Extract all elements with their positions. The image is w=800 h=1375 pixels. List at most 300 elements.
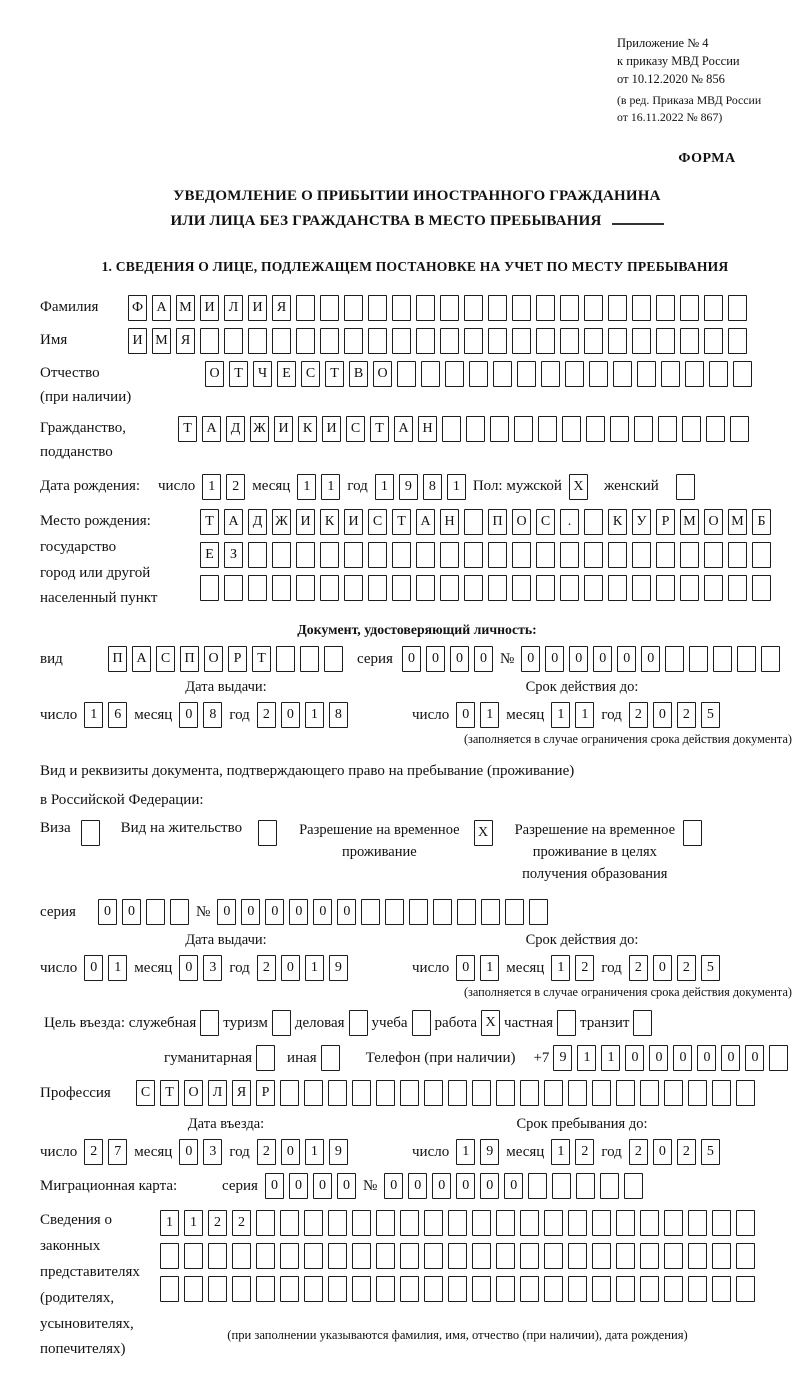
char-cell[interactable] <box>512 328 531 354</box>
char-cell[interactable]: 1 <box>202 474 221 500</box>
char-cell[interactable] <box>683 820 702 846</box>
char-cell[interactable]: 0 <box>179 1139 198 1165</box>
char-cell[interactable]: К <box>298 416 317 442</box>
char-cell[interactable] <box>412 1010 431 1036</box>
char-cell[interactable]: 0 <box>313 899 332 925</box>
char-cell[interactable] <box>544 1080 563 1106</box>
char-cell[interactable]: 8 <box>329 702 348 728</box>
char-cell[interactable] <box>688 1276 707 1302</box>
char-cell[interactable]: 8 <box>423 474 442 500</box>
char-cell[interactable] <box>424 1210 443 1236</box>
char-cell[interactable]: П <box>180 646 199 672</box>
char-cell[interactable] <box>304 1210 323 1236</box>
char-cell[interactable] <box>634 416 653 442</box>
char-cell[interactable]: 2 <box>677 702 696 728</box>
char-cell[interactable] <box>688 1243 707 1269</box>
char-cell[interactable]: О <box>704 509 723 535</box>
char-cell[interactable]: 7 <box>108 1139 127 1165</box>
char-cell[interactable] <box>520 1210 539 1236</box>
char-cell[interactable]: 0 <box>281 702 300 728</box>
char-cell[interactable] <box>536 575 555 601</box>
char-cell[interactable] <box>568 1276 587 1302</box>
char-cell[interactable] <box>610 416 629 442</box>
char-cell[interactable] <box>160 1276 179 1302</box>
char-cell[interactable]: 2 <box>257 955 276 981</box>
char-cell[interactable]: 0 <box>569 646 588 672</box>
char-cell[interactable]: 0 <box>593 646 612 672</box>
char-cell[interactable] <box>232 1276 251 1302</box>
char-cell[interactable] <box>712 1210 731 1236</box>
char-cell[interactable]: 1 <box>184 1210 203 1236</box>
char-cell[interactable] <box>736 1080 755 1106</box>
residence-permit-checkbox[interactable] <box>258 820 277 846</box>
char-cell[interactable]: И <box>274 416 293 442</box>
char-cell[interactable] <box>488 575 507 601</box>
char-cell[interactable]: 5 <box>701 1139 720 1165</box>
char-cell[interactable] <box>680 295 699 321</box>
char-cell[interactable] <box>352 1080 371 1106</box>
char-cell[interactable] <box>514 416 533 442</box>
char-cell[interactable] <box>560 328 579 354</box>
representatives-row3-input[interactable] <box>160 1276 755 1302</box>
char-cell[interactable]: 0 <box>474 646 493 672</box>
char-cell[interactable] <box>280 1080 299 1106</box>
char-cell[interactable] <box>706 416 725 442</box>
residence-valid-day-input[interactable] <box>456 955 499 981</box>
char-cell[interactable] <box>552 1173 571 1199</box>
char-cell[interactable] <box>584 328 603 354</box>
purpose-private-checkbox[interactable] <box>557 1010 576 1036</box>
char-cell[interactable] <box>328 1243 347 1269</box>
char-cell[interactable] <box>608 575 627 601</box>
char-cell[interactable] <box>296 575 315 601</box>
char-cell[interactable] <box>712 1243 731 1269</box>
char-cell[interactable] <box>170 899 189 925</box>
char-cell[interactable]: М <box>728 509 747 535</box>
char-cell[interactable] <box>472 1210 491 1236</box>
purpose-study-checkbox[interactable] <box>412 1010 431 1036</box>
doc-series-input[interactable] <box>402 646 493 672</box>
char-cell[interactable] <box>656 328 675 354</box>
char-cell[interactable] <box>685 361 704 387</box>
char-cell[interactable] <box>440 542 459 568</box>
char-cell[interactable]: 1 <box>305 1139 324 1165</box>
char-cell[interactable]: X <box>474 820 493 846</box>
char-cell[interactable] <box>512 575 531 601</box>
char-cell[interactable]: 9 <box>329 1139 348 1165</box>
char-cell[interactable] <box>200 575 219 601</box>
char-cell[interactable] <box>640 1276 659 1302</box>
char-cell[interactable]: П <box>488 509 507 535</box>
char-cell[interactable]: 0 <box>98 899 117 925</box>
char-cell[interactable]: 0 <box>84 955 103 981</box>
char-cell[interactable]: М <box>152 328 171 354</box>
char-cell[interactable] <box>304 1243 323 1269</box>
char-cell[interactable] <box>496 1243 515 1269</box>
char-cell[interactable]: 0 <box>179 702 198 728</box>
patronymic-input[interactable] <box>205 361 752 387</box>
char-cell[interactable] <box>632 295 651 321</box>
char-cell[interactable] <box>680 542 699 568</box>
char-cell[interactable] <box>728 295 747 321</box>
char-cell[interactable]: Ч <box>253 361 272 387</box>
char-cell[interactable] <box>416 542 435 568</box>
char-cell[interactable] <box>440 295 459 321</box>
char-cell[interactable]: 1 <box>575 702 594 728</box>
char-cell[interactable] <box>520 1276 539 1302</box>
birth-year-input[interactable] <box>375 474 466 500</box>
birth-day-input[interactable] <box>202 474 245 500</box>
char-cell[interactable] <box>256 1276 275 1302</box>
char-cell[interactable]: 2 <box>84 1139 103 1165</box>
purpose-work-checkbox[interactable] <box>481 1010 500 1036</box>
char-cell[interactable] <box>704 542 723 568</box>
char-cell[interactable] <box>560 575 579 601</box>
char-cell[interactable] <box>184 1243 203 1269</box>
doc-issue-year-input[interactable] <box>257 702 348 728</box>
char-cell[interactable] <box>324 646 343 672</box>
char-cell[interactable]: 0 <box>456 1173 475 1199</box>
char-cell[interactable] <box>632 575 651 601</box>
birth-month-input[interactable] <box>297 474 340 500</box>
char-cell[interactable]: 1 <box>480 702 499 728</box>
char-cell[interactable] <box>200 328 219 354</box>
char-cell[interactable] <box>637 361 656 387</box>
char-cell[interactable]: О <box>373 361 392 387</box>
char-cell[interactable] <box>661 361 680 387</box>
char-cell[interactable] <box>232 1243 251 1269</box>
residence-valid-month-input[interactable] <box>551 955 594 981</box>
char-cell[interactable]: Т <box>178 416 197 442</box>
char-cell[interactable]: Р <box>656 509 675 535</box>
char-cell[interactable] <box>584 575 603 601</box>
char-cell[interactable]: Н <box>418 416 437 442</box>
char-cell[interactable] <box>464 295 483 321</box>
birth-place-row2-input[interactable] <box>200 542 771 568</box>
char-cell[interactable]: 2 <box>629 955 648 981</box>
char-cell[interactable]: 0 <box>313 1173 332 1199</box>
char-cell[interactable] <box>81 820 100 846</box>
residence-series-input[interactable] <box>98 899 189 925</box>
char-cell[interactable] <box>541 361 560 387</box>
char-cell[interactable] <box>584 542 603 568</box>
char-cell[interactable] <box>616 1243 635 1269</box>
char-cell[interactable] <box>349 1010 368 1036</box>
char-cell[interactable]: 2 <box>629 702 648 728</box>
char-cell[interactable] <box>416 328 435 354</box>
char-cell[interactable]: Т <box>392 509 411 535</box>
char-cell[interactable]: 5 <box>701 702 720 728</box>
char-cell[interactable] <box>448 1210 467 1236</box>
char-cell[interactable] <box>665 646 684 672</box>
char-cell[interactable] <box>562 416 581 442</box>
char-cell[interactable] <box>146 899 165 925</box>
char-cell[interactable]: 3 <box>203 1139 222 1165</box>
char-cell[interactable] <box>616 1210 635 1236</box>
char-cell[interactable] <box>656 575 675 601</box>
doc-kind-input[interactable] <box>108 646 343 672</box>
char-cell[interactable] <box>392 575 411 601</box>
char-cell[interactable] <box>248 575 267 601</box>
char-cell[interactable]: . <box>560 509 579 535</box>
char-cell[interactable] <box>536 328 555 354</box>
char-cell[interactable]: Е <box>200 542 219 568</box>
char-cell[interactable]: 5 <box>701 955 720 981</box>
char-cell[interactable] <box>608 295 627 321</box>
char-cell[interactable]: Л <box>208 1080 227 1106</box>
char-cell[interactable] <box>280 1210 299 1236</box>
doc-valid-year-input[interactable] <box>629 702 720 728</box>
char-cell[interactable] <box>676 474 695 500</box>
char-cell[interactable] <box>490 416 509 442</box>
char-cell[interactable]: О <box>205 361 224 387</box>
char-cell[interactable] <box>568 1080 587 1106</box>
char-cell[interactable] <box>464 575 483 601</box>
char-cell[interactable] <box>344 542 363 568</box>
char-cell[interactable] <box>592 1276 611 1302</box>
char-cell[interactable] <box>376 1080 395 1106</box>
char-cell[interactable]: М <box>680 509 699 535</box>
char-cell[interactable] <box>424 1276 443 1302</box>
char-cell[interactable]: 0 <box>450 646 469 672</box>
char-cell[interactable]: С <box>136 1080 155 1106</box>
phone-input[interactable] <box>553 1045 788 1071</box>
char-cell[interactable] <box>586 416 605 442</box>
char-cell[interactable]: А <box>394 416 413 442</box>
char-cell[interactable]: 0 <box>653 1139 672 1165</box>
residence-valid-year-input[interactable] <box>629 955 720 981</box>
char-cell[interactable] <box>576 1173 595 1199</box>
char-cell[interactable]: 0 <box>480 1173 499 1199</box>
char-cell[interactable] <box>664 1210 683 1236</box>
char-cell[interactable] <box>664 1243 683 1269</box>
char-cell[interactable] <box>256 1210 275 1236</box>
char-cell[interactable]: 0 <box>241 899 260 925</box>
char-cell[interactable] <box>493 361 512 387</box>
char-cell[interactable]: 2 <box>575 955 594 981</box>
char-cell[interactable] <box>352 1210 371 1236</box>
char-cell[interactable] <box>352 1276 371 1302</box>
char-cell[interactable]: О <box>512 509 531 535</box>
edu-residence-checkbox[interactable] <box>683 820 702 846</box>
char-cell[interactable] <box>592 1243 611 1269</box>
residence-number-input[interactable] <box>217 899 548 925</box>
doc-valid-month-input[interactable] <box>551 702 594 728</box>
char-cell[interactable] <box>320 542 339 568</box>
char-cell[interactable]: 1 <box>601 1045 620 1071</box>
char-cell[interactable] <box>624 1173 643 1199</box>
char-cell[interactable] <box>560 295 579 321</box>
purpose-official-checkbox[interactable] <box>200 1010 219 1036</box>
char-cell[interactable] <box>472 1243 491 1269</box>
char-cell[interactable] <box>248 328 267 354</box>
char-cell[interactable]: К <box>320 509 339 535</box>
char-cell[interactable] <box>505 899 524 925</box>
char-cell[interactable]: 0 <box>179 955 198 981</box>
char-cell[interactable] <box>344 295 363 321</box>
char-cell[interactable] <box>433 899 452 925</box>
char-cell[interactable]: 0 <box>641 646 660 672</box>
char-cell[interactable] <box>712 1080 731 1106</box>
char-cell[interactable]: Ж <box>272 509 291 535</box>
char-cell[interactable]: 9 <box>480 1139 499 1165</box>
char-cell[interactable]: Я <box>176 328 195 354</box>
char-cell[interactable] <box>276 646 295 672</box>
char-cell[interactable]: 0 <box>649 1045 668 1071</box>
char-cell[interactable]: 0 <box>408 1173 427 1199</box>
char-cell[interactable] <box>656 295 675 321</box>
char-cell[interactable] <box>440 328 459 354</box>
char-cell[interactable] <box>248 542 267 568</box>
entry-year-input[interactable] <box>257 1139 348 1165</box>
char-cell[interactable]: 2 <box>677 955 696 981</box>
char-cell[interactable] <box>761 646 780 672</box>
char-cell[interactable] <box>385 899 404 925</box>
char-cell[interactable] <box>184 1276 203 1302</box>
char-cell[interactable] <box>680 575 699 601</box>
migration-number-input[interactable] <box>384 1173 643 1199</box>
char-cell[interactable] <box>632 542 651 568</box>
char-cell[interactable] <box>397 361 416 387</box>
char-cell[interactable]: 1 <box>84 702 103 728</box>
char-cell[interactable] <box>368 542 387 568</box>
char-cell[interactable] <box>344 328 363 354</box>
char-cell[interactable]: 2 <box>257 1139 276 1165</box>
residence-issue-year-input[interactable] <box>257 955 348 981</box>
char-cell[interactable] <box>208 1243 227 1269</box>
char-cell[interactable]: Б <box>752 509 771 535</box>
char-cell[interactable]: 0 <box>545 646 564 672</box>
char-cell[interactable] <box>208 1276 227 1302</box>
char-cell[interactable]: 1 <box>160 1210 179 1236</box>
char-cell[interactable] <box>448 1243 467 1269</box>
char-cell[interactable] <box>424 1080 443 1106</box>
char-cell[interactable] <box>496 1210 515 1236</box>
char-cell[interactable] <box>600 1173 619 1199</box>
char-cell[interactable]: 1 <box>297 474 316 500</box>
char-cell[interactable] <box>328 1276 347 1302</box>
female-checkbox[interactable] <box>676 474 695 500</box>
char-cell[interactable] <box>469 361 488 387</box>
char-cell[interactable] <box>457 899 476 925</box>
char-cell[interactable]: X <box>481 1010 500 1036</box>
char-cell[interactable] <box>416 295 435 321</box>
char-cell[interactable] <box>376 1210 395 1236</box>
char-cell[interactable] <box>632 328 651 354</box>
char-cell[interactable]: 0 <box>721 1045 740 1071</box>
char-cell[interactable] <box>640 1080 659 1106</box>
char-cell[interactable] <box>416 575 435 601</box>
char-cell[interactable] <box>544 1210 563 1236</box>
char-cell[interactable]: 0 <box>217 899 236 925</box>
doc-issue-month-input[interactable] <box>179 702 222 728</box>
char-cell[interactable]: Е <box>277 361 296 387</box>
residence-issue-month-input[interactable] <box>179 955 222 981</box>
char-cell[interactable]: 0 <box>504 1173 523 1199</box>
doc-issue-day-input[interactable] <box>84 702 127 728</box>
char-cell[interactable]: Т <box>160 1080 179 1106</box>
temp-residence-checkbox[interactable] <box>474 820 493 846</box>
char-cell[interactable]: 0 <box>521 646 540 672</box>
char-cell[interactable]: С <box>346 416 365 442</box>
char-cell[interactable]: М <box>176 295 195 321</box>
char-cell[interactable] <box>442 416 461 442</box>
char-cell[interactable] <box>736 1276 755 1302</box>
char-cell[interactable] <box>544 1243 563 1269</box>
char-cell[interactable] <box>640 1210 659 1236</box>
purpose-business-checkbox[interactable] <box>349 1010 368 1036</box>
char-cell[interactable] <box>272 328 291 354</box>
char-cell[interactable]: 0 <box>673 1045 692 1071</box>
char-cell[interactable] <box>400 1210 419 1236</box>
char-cell[interactable]: Я <box>232 1080 251 1106</box>
char-cell[interactable]: В <box>349 361 368 387</box>
char-cell[interactable] <box>536 542 555 568</box>
char-cell[interactable] <box>488 295 507 321</box>
char-cell[interactable] <box>682 416 701 442</box>
char-cell[interactable]: Д <box>248 509 267 535</box>
char-cell[interactable] <box>368 575 387 601</box>
char-cell[interactable] <box>560 542 579 568</box>
entry-month-input[interactable] <box>179 1139 222 1165</box>
char-cell[interactable] <box>464 328 483 354</box>
char-cell[interactable] <box>568 1210 587 1236</box>
char-cell[interactable] <box>709 361 728 387</box>
char-cell[interactable] <box>361 899 380 925</box>
char-cell[interactable] <box>512 542 531 568</box>
char-cell[interactable] <box>737 646 756 672</box>
char-cell[interactable] <box>328 1080 347 1106</box>
char-cell[interactable]: 1 <box>551 1139 570 1165</box>
char-cell[interactable]: О <box>204 646 223 672</box>
char-cell[interactable]: Р <box>256 1080 275 1106</box>
birth-place-row3-input[interactable] <box>200 575 771 601</box>
char-cell[interactable] <box>713 646 732 672</box>
char-cell[interactable] <box>680 328 699 354</box>
char-cell[interactable]: 2 <box>677 1139 696 1165</box>
char-cell[interactable]: 0 <box>617 646 636 672</box>
char-cell[interactable]: 0 <box>426 646 445 672</box>
char-cell[interactable]: 2 <box>257 702 276 728</box>
char-cell[interactable] <box>520 1080 539 1106</box>
char-cell[interactable] <box>272 575 291 601</box>
char-cell[interactable] <box>466 416 485 442</box>
doc-number-input[interactable] <box>521 646 780 672</box>
char-cell[interactable]: И <box>296 509 315 535</box>
char-cell[interactable]: 8 <box>203 702 222 728</box>
char-cell[interactable] <box>320 328 339 354</box>
char-cell[interactable] <box>296 328 315 354</box>
char-cell[interactable] <box>712 1276 731 1302</box>
char-cell[interactable] <box>368 295 387 321</box>
char-cell[interactable] <box>730 416 749 442</box>
char-cell[interactable] <box>568 1243 587 1269</box>
char-cell[interactable] <box>557 1010 576 1036</box>
char-cell[interactable] <box>769 1045 788 1071</box>
char-cell[interactable] <box>529 899 548 925</box>
char-cell[interactable]: 9 <box>329 955 348 981</box>
entry-day-input[interactable] <box>84 1139 127 1165</box>
stay-until-day-input[interactable] <box>456 1139 499 1165</box>
char-cell[interactable]: Т <box>325 361 344 387</box>
char-cell[interactable] <box>400 1243 419 1269</box>
char-cell[interactable] <box>496 1080 515 1106</box>
char-cell[interactable] <box>481 899 500 925</box>
char-cell[interactable]: Д <box>226 416 245 442</box>
stay-until-month-input[interactable] <box>551 1139 594 1165</box>
char-cell[interactable]: 2 <box>232 1210 251 1236</box>
char-cell[interactable] <box>728 542 747 568</box>
